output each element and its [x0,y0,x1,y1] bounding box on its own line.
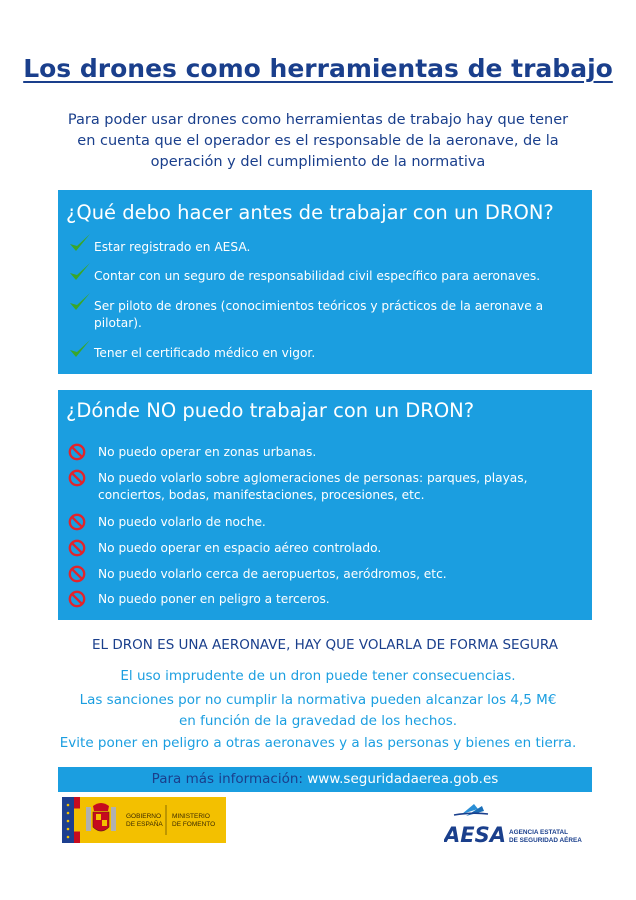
info-bar [58,767,592,792]
list-item [68,345,588,362]
restrictions-heading: ¿Dónde NO puedo trabajar con un DRON? [66,399,475,422]
list-item-text: No puedo volarlo de noche. [98,515,266,529]
page-title: Los drones como herramientas de trabajo [23,54,613,83]
list-item [68,298,588,332]
intro-paragraph [40,110,596,173]
before-work-box [58,190,592,374]
prohibited-icon [68,539,86,557]
list-item-text: Contar con un seguro de responsabilidad civil específico para aeronaves. [94,269,541,283]
government-of-spain-logo [62,797,226,843]
prohibited-icon [68,513,86,531]
list-item [68,514,588,531]
check-icon [68,260,92,284]
prohibited-icon [68,443,86,461]
list-item [68,591,588,608]
list-item [68,470,588,504]
coat-of-arms-icon [86,803,116,831]
list-item-text: Estar registrado en AESA. [94,240,251,254]
intro-line: Para poder usar drones como herramientas de trabajo hay que tener [67,112,569,128]
warning-line: El uso imprudente de un dron puede tener consecuencias. [120,668,516,684]
prohibited-icon [68,590,86,608]
list-item [68,444,588,461]
svg-text:DE SEGURIDAD AÉREA: DE SEGURIDAD AÉREA [509,837,582,844]
list-item [68,566,588,583]
list-item-text: Tener el certificado médico en vigor. [94,346,316,360]
svg-text:AESA: AESA [444,823,506,847]
list-item [68,540,588,557]
before-work-heading: ¿Qué debo hacer antes de trabajar con un DRON? [66,201,554,224]
aesa-logo [444,800,594,848]
list-item-text: No puedo operar en zonas urbanas. [98,445,317,459]
svg-text:MINISTERIO: MINISTERIO [172,813,210,820]
list-item-text: No puedo volarlo sobre aglomeraciones de personas: parques, playas, conciertos, bodas, manifestaciones, procesiones, etc. [98,471,528,502]
svg-text:GOBIERNO: GOBIERNO [126,813,162,820]
intro-line: operación y del cumplimiento de la normativa [150,154,486,170]
check-icon [68,337,92,361]
warning-line: Evite poner en peligro a otras aeronaves y a las personas y bienes en tierra. [59,735,577,751]
warning-line: en función de la gravedad de los hechos. [178,713,458,729]
aesa-wing-icon [454,804,488,816]
list-item-text: No puedo operar en espacio aéreo controlado. [98,541,382,555]
warning-line: Las sanciones por no cumplir la normativa pueden alcanzar los 4,5 M€ [79,692,557,708]
list-item-text: No puedo poner en peligro a terceros. [98,592,330,606]
list-item [68,239,588,256]
list-item [68,268,588,285]
warning-sanctions [30,690,606,732]
svg-text:DE FOMENTO: DE FOMENTO [172,821,216,828]
prohibited-icon [68,565,86,583]
check-icon [68,231,92,255]
warning-title: EL DRON ES UNA AERONAVE, HAY QUE VOLARLA DE FORMA SEGURA [92,637,558,653]
info-link[interactable]: www.seguridadaerea.gob.es [307,771,499,787]
svg-text:AGENCIA ESTATAL: AGENCIA ESTATAL [509,829,569,836]
info-label: Para más información: [151,771,308,787]
list-item-text: Ser piloto de drones (conocimientos teóricos y prácticos de la aeronave a pilotar). [94,299,544,330]
svg-text:DE ESPAÑA: DE ESPAÑA [126,821,163,828]
restrictions-box [58,390,592,620]
list-item-text: No puedo volarlo cerca de aeropuertos, aeródromos, etc. [98,567,447,581]
check-icon [68,290,92,314]
prohibited-icon [68,469,86,487]
intro-line: en cuenta que el operador es el responsable de la aeronave, de la [77,133,559,149]
